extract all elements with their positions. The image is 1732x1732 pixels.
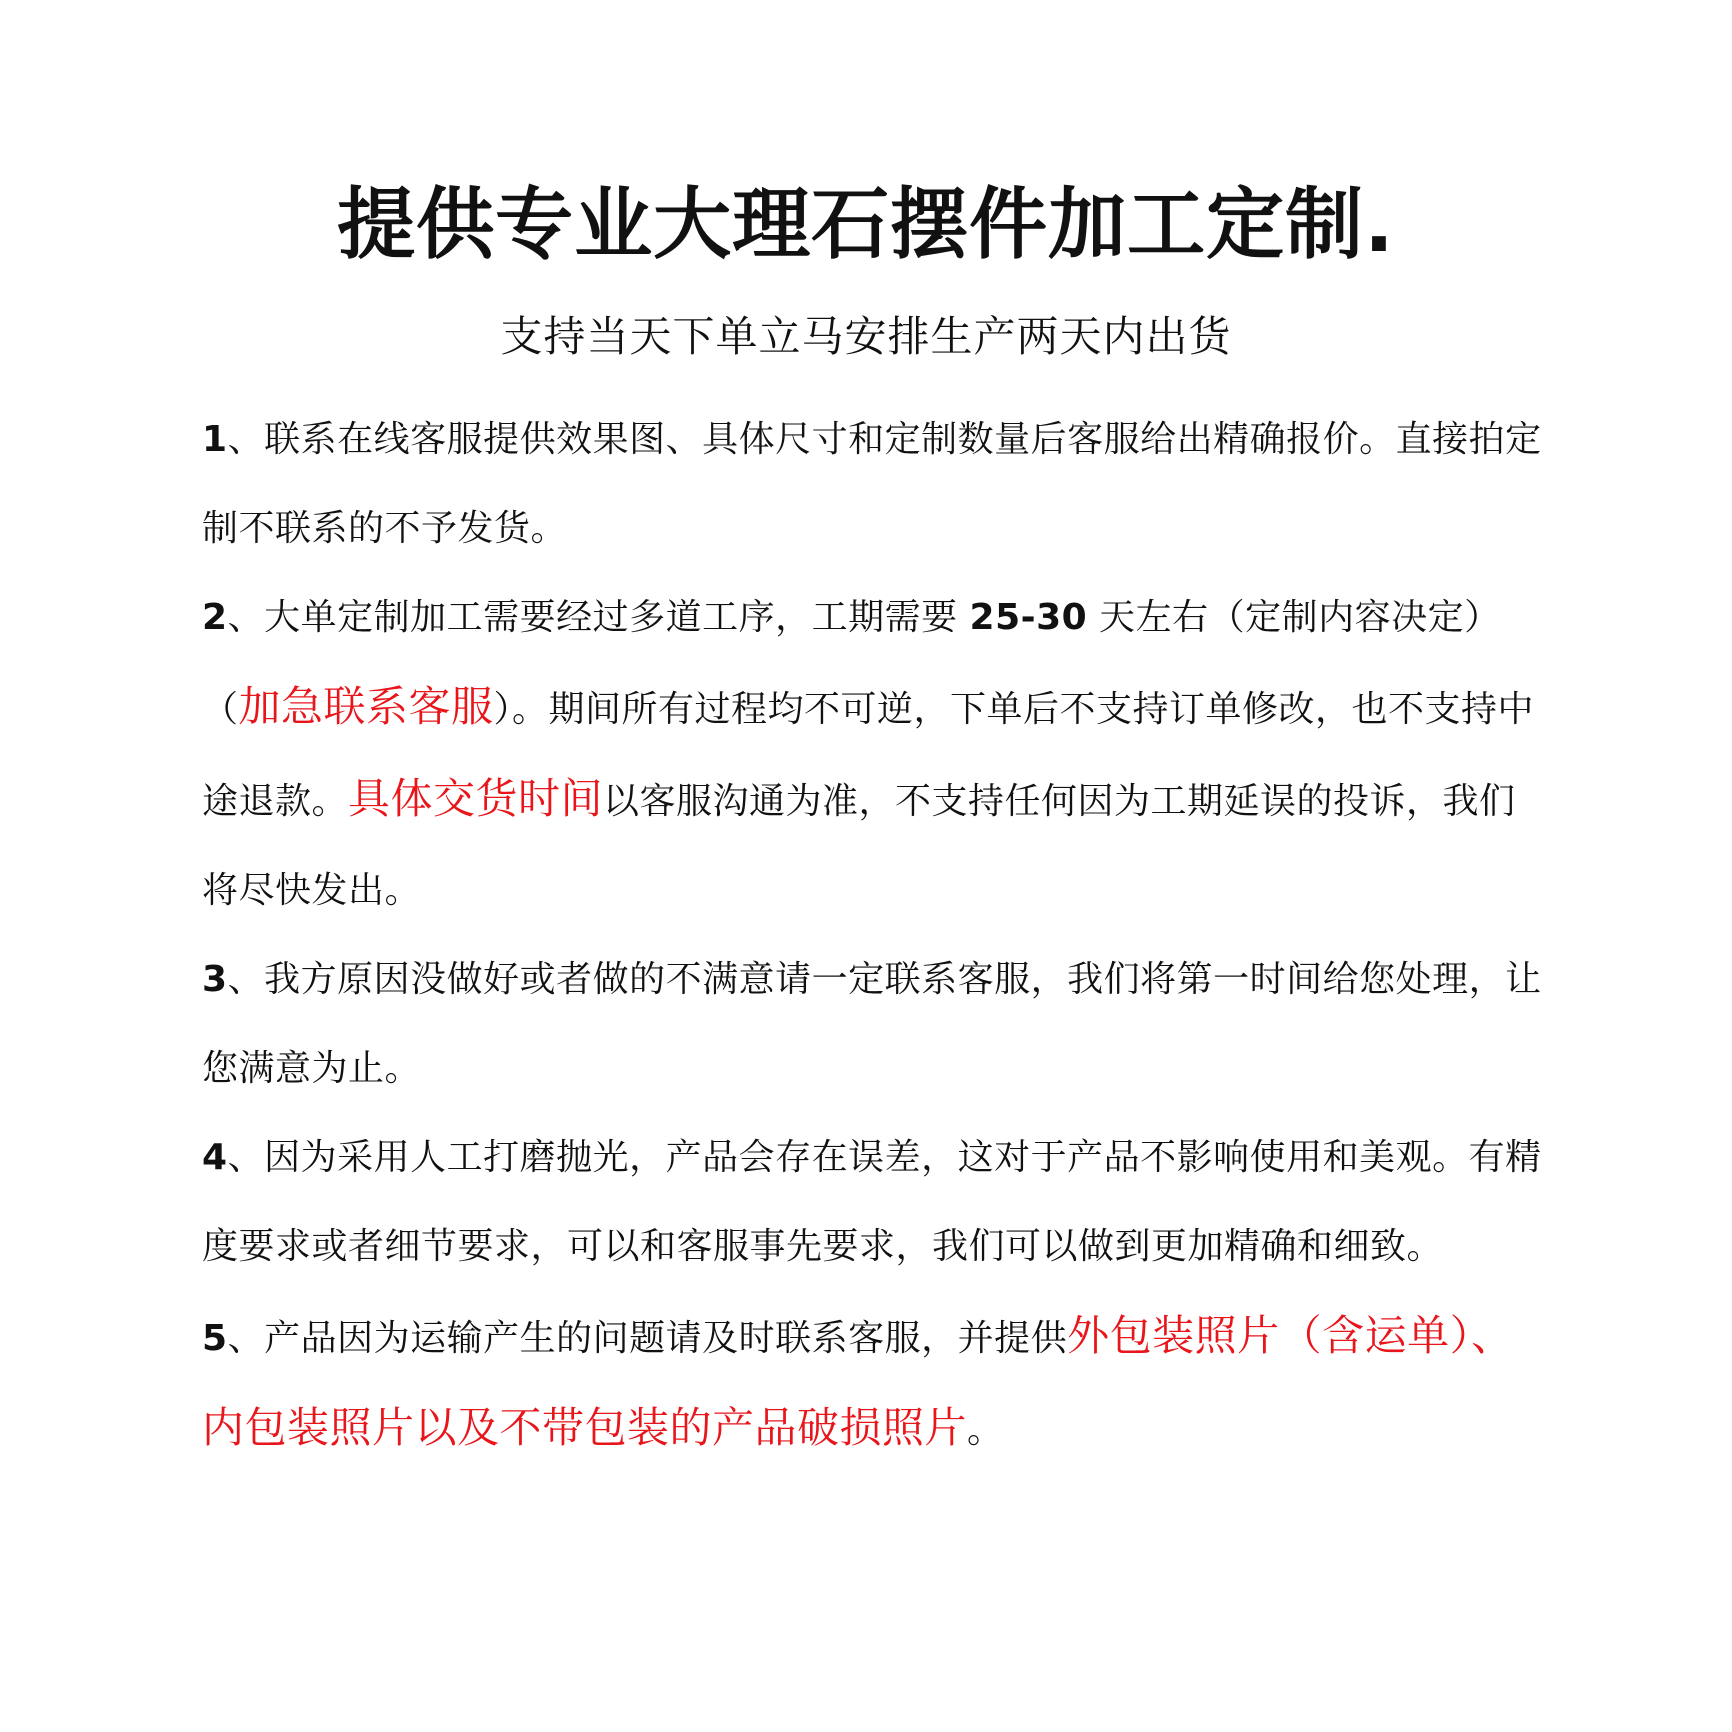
notice-list: [202, 395, 1552, 1475]
duration-value: 25-30: [969, 597, 1088, 638]
notice-item-3: [202, 935, 1552, 1113]
notice-item-4: [202, 1113, 1552, 1291]
item-number: 4: [202, 1137, 228, 1178]
item-number: 3: [202, 959, 228, 1000]
notice-item-2: [202, 573, 1552, 935]
notice-item-1: [202, 395, 1552, 573]
item-text: 天左右（定制内容决定）（: [202, 597, 1501, 730]
item-number: 2: [202, 597, 228, 638]
item-text: 、产品因为运输产生的问题请及时联系客服，并提供: [227, 1318, 1068, 1359]
page-subtitle: 支持当天下单立马安排生产两天内出货: [500, 312, 1232, 361]
item-number: 5: [202, 1318, 228, 1359]
item-text: 、联系在线客服提供效果图、具体尺寸和定制数量后客服给出精确报价。直接拍定制不联系的不予发货。: [202, 419, 1542, 549]
highlight-text: 具体交货时间: [348, 774, 604, 823]
item-text: 。: [967, 1410, 1004, 1451]
item-text: 以客服沟通为准，不支持任何因为工期延误的投诉，我们将尽快发出。: [202, 781, 1516, 911]
page-title: 提供专业大理石摆件加工定制.: [337, 180, 1395, 270]
highlight-text: 外包装照片（含运单）、内包装照片以及不带包装的产品破损照片: [202, 1311, 1514, 1452]
item-text: ）。期间所有过程均不可逆，下单后不支持订单修改，也不支持中途退款。: [202, 689, 1535, 822]
item-number: 1: [202, 419, 228, 460]
notice-item-5: [202, 1291, 1552, 1475]
item-text: 、我方原因没做好或者做的不满意请一定联系客服，我们将第一时间给您处理，让您满意为止。: [202, 959, 1542, 1089]
item-text: 、因为采用人工打磨抛光，产品会存在误差，这对于产品不影响使用和美观。有精度要求或者细节要求，可以和客服事先要求，我们可以做到更加精确和细致。: [202, 1137, 1542, 1267]
item-text: 、大单定制加工需要经过多道工序，工期需要: [227, 597, 958, 638]
highlight-text: 加急联系客服: [238, 682, 494, 731]
